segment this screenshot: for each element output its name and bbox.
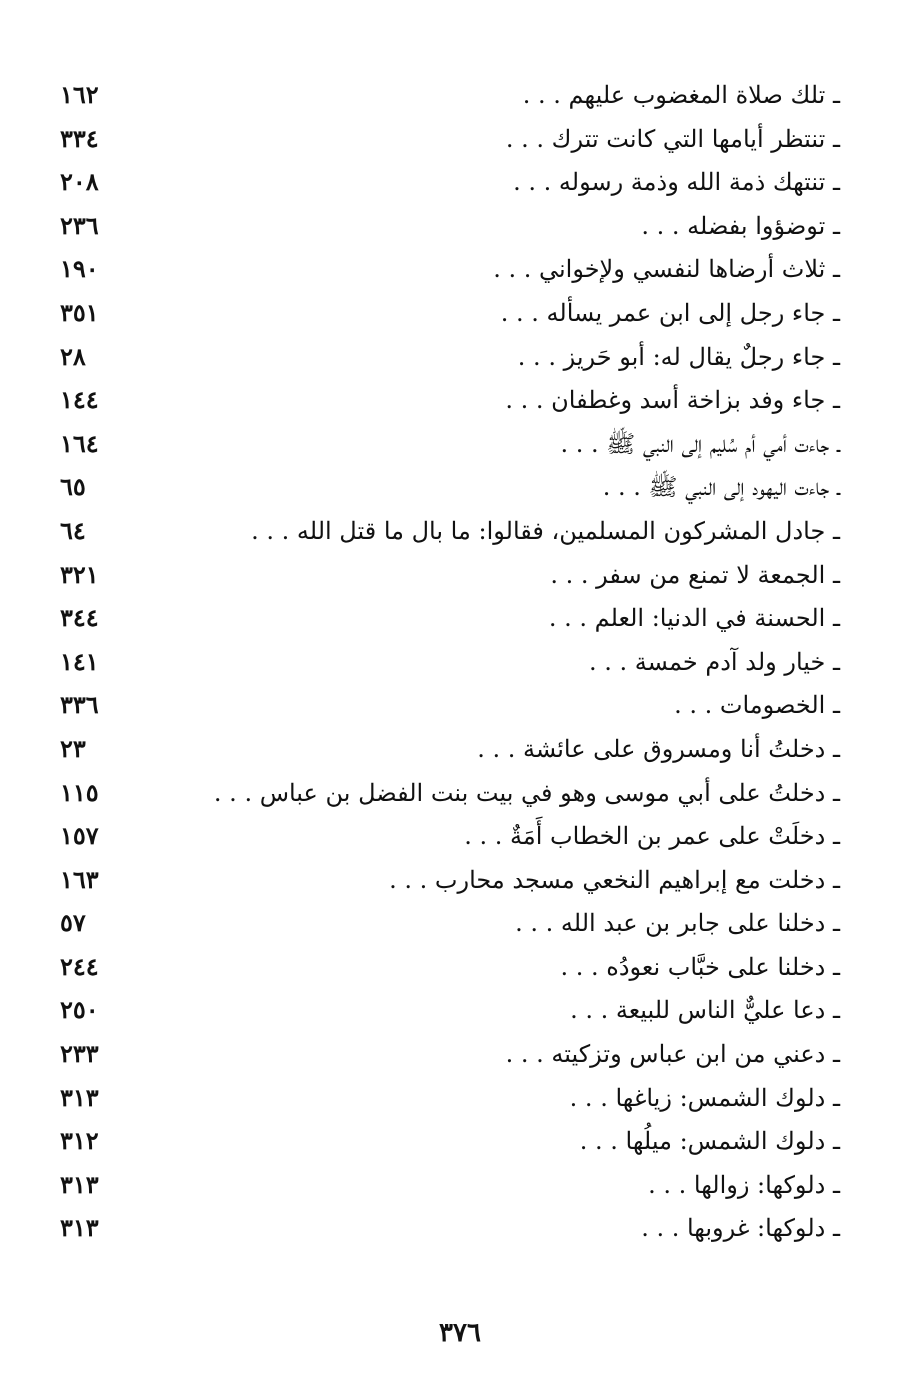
index-page-number: ٣٣٤	[60, 123, 99, 153]
index-entry-text: ـ الجمعة لا تمنع من سفر . . .	[550, 560, 840, 589]
index-page-number: ٥٧	[60, 908, 86, 938]
index-entry-text: ـ جاء رجلٌ يقال له: أبو حَريز . . .	[517, 342, 840, 371]
index-row	[50, 989, 840, 1033]
hadith-index-list	[50, 74, 840, 1251]
index-page-number: ٢٨	[60, 341, 86, 371]
index-entry-text: ـ جاء رجل إلى ابن عمر يسأله . . .	[500, 298, 840, 327]
index-entry-text: ـ دخلَتْ على عمر بن الخطاب أَمَةٌ . . .	[464, 822, 840, 851]
index-entry-text: ـ جاءت أمي أم سُليم إلى النبي ﷺ . . .	[560, 429, 840, 458]
index-entry-text: ـ تنتظر أيامها التي كانت تترك . . .	[505, 124, 840, 153]
index-page-number: ٢٣	[60, 733, 86, 763]
index-page-number: ٣١٣	[60, 1082, 99, 1112]
index-entry-text: ـ دلوك الشمس: ميلُها . . .	[579, 1127, 840, 1156]
index-row	[50, 597, 840, 641]
index-row	[50, 336, 840, 380]
index-row	[50, 554, 840, 598]
index-page-number: ١٩٠	[60, 254, 99, 284]
index-page-number: ٣٣٦	[60, 690, 99, 720]
index-page-number: ٢٣٦	[60, 210, 99, 240]
index-entry-text: ـ دلوكها: زوالها . . .	[648, 1170, 840, 1199]
index-row	[50, 859, 840, 903]
index-row	[50, 379, 840, 423]
index-entry-text: ـ دخلتُ أنا ومسروق على عائشة . . .	[477, 734, 840, 763]
index-entry-text: ـ الحسنة في الدنيا: العلم . . .	[548, 604, 840, 633]
index-row	[50, 641, 840, 685]
index-entry-text: ـ الخصومات . . .	[674, 691, 840, 720]
index-row	[50, 902, 840, 946]
index-entry-text: ـ دخلنا على خبَّاب نعودُه . . .	[560, 952, 840, 981]
index-page-number: ٢٠٨	[60, 167, 99, 197]
index-entry-text: ـ جادل المشركون المسلمين، فقالوا: ما بال ما قتل الله . . .	[251, 516, 840, 545]
index-row	[50, 772, 840, 816]
index-row	[50, 1207, 840, 1251]
index-entry-text: ـ دخلت مع إبراهيم النخعي مسجد محارب . . .	[389, 865, 840, 894]
index-row	[50, 1120, 840, 1164]
index-entry-text: ـ توضؤوا بفضله . . .	[641, 211, 840, 240]
index-page-number: ٣١٣	[60, 1213, 99, 1243]
index-entry-text: ـ جاءت اليهود إلى النبي ﷺ . . .	[602, 473, 840, 502]
index-page-number: ٣١٣	[60, 1169, 99, 1199]
index-entry-text: ـ خيار ولد آدم خمسة . . .	[588, 647, 840, 676]
index-row	[50, 161, 840, 205]
index-page-number: ١٤١	[60, 646, 99, 676]
index-row	[50, 248, 840, 292]
index-page-number: ٢٣٣	[60, 1039, 99, 1069]
index-entry-text: ـ دعا عليٌّ الناس للبيعة . . .	[570, 996, 840, 1025]
index-page-number: ٣١٢	[60, 1126, 99, 1156]
index-row	[50, 1077, 840, 1121]
page-number: ٣٧٦	[439, 1318, 481, 1348]
index-row	[50, 815, 840, 859]
index-entry-text: ـ دخلنا على جابر بن عبد الله . . .	[515, 909, 840, 938]
index-page-number: ٣٤٤	[60, 603, 99, 633]
index-page-number: ٣٢١	[60, 559, 99, 589]
index-page-number: ١١٥	[60, 777, 99, 807]
index-row	[50, 510, 840, 554]
index-page-number: ٣٥١	[60, 297, 99, 327]
index-entry-text: ـ دخلتُ على أبي موسى وهو في بيت بنت الفضل بن عباس . . .	[213, 778, 840, 807]
index-row	[50, 1033, 840, 1077]
index-entry-text: ـ تلك صلاة المغضوب عليهم . . .	[522, 81, 840, 109]
index-row	[50, 1164, 840, 1208]
index-entry-text: ـ ثلاث أرضاها لنفسي ولإخواني . . .	[493, 255, 840, 284]
index-page-number: ١٥٧	[60, 821, 99, 851]
index-page-number: ٦٥	[60, 472, 86, 502]
index-entry-text: ـ دلوك الشمس: زياغها . . .	[569, 1083, 840, 1112]
index-page-number: ٢٤٤	[60, 951, 99, 981]
index-entry-text: ـ دلوكها: غروبها . . .	[641, 1214, 840, 1243]
index-entry-text: ـ جاء وفد بزاخة أسد وغطفان . . .	[505, 386, 840, 415]
index-entry-text: ـ دعني من ابن عباس وتزكيته . . .	[505, 1040, 840, 1069]
index-row	[50, 205, 840, 249]
index-row	[50, 684, 840, 728]
index-row	[50, 946, 840, 990]
index-row	[50, 466, 840, 510]
index-row	[50, 423, 840, 467]
index-page-number: ١٦٣	[60, 864, 99, 894]
index-row	[50, 74, 840, 118]
index-entry-text: ـ تنتهك ذمة الله وذمة رسوله . . .	[513, 168, 840, 197]
index-row	[50, 118, 840, 162]
index-row	[50, 728, 840, 772]
index-page-number: ١٤٤	[60, 385, 99, 415]
index-page-number: ١٦٤	[60, 428, 99, 458]
index-page-number: ١٦٢	[60, 80, 99, 109]
index-page-number: ٢٥٠	[60, 995, 99, 1025]
index-row	[50, 292, 840, 336]
index-page-number: ٦٤	[60, 515, 86, 545]
